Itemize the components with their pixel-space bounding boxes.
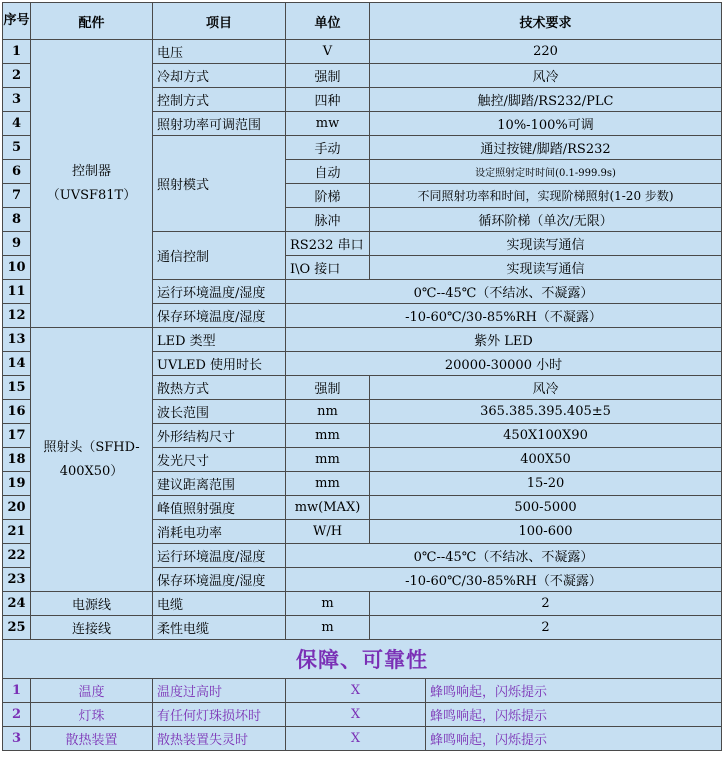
row-number: 12 (3, 304, 31, 328)
row-number: 1 (3, 40, 31, 64)
row-number: 21 (3, 520, 31, 544)
row-number: 16 (3, 400, 31, 424)
item-cell: 运行环境温度/湿度 (153, 280, 286, 304)
row-number: 24 (3, 592, 31, 616)
group-controller: 控制器（UVSF81T） (31, 40, 153, 328)
reliability-note: 蜂鸣响起，闪烁提示 (426, 703, 722, 727)
unit-cell: mw (286, 112, 370, 136)
unit-cell: 自动 (286, 160, 370, 184)
row-number: 19 (3, 472, 31, 496)
requirement-cell: 450X100X90 (370, 424, 722, 448)
item-cell: 运行环境温度/湿度 (153, 544, 286, 568)
requirement-cell: 0℃--45℃（不结冰、不凝露） (286, 544, 722, 568)
requirement-cell: 2 (370, 592, 722, 616)
reliability-row (3, 727, 722, 751)
requirement-cell: 触控/脚踏/RS232/PLC (370, 88, 722, 112)
unit-cell: 强制 (286, 64, 370, 88)
reliability-title: 保障、可靠性 (3, 640, 722, 679)
group-connect-line: 连接线 (31, 616, 153, 640)
reliability-condition: 散热装置失灵时 (153, 727, 286, 751)
requirement-cell: 风冷 (370, 64, 722, 88)
row-number: 4 (3, 112, 31, 136)
row-number: 3 (3, 88, 31, 112)
group-power-line: 电源线 (31, 592, 153, 616)
row-number: 25 (3, 616, 31, 640)
item-cell: 冷却方式 (153, 64, 286, 88)
requirement-cell: -10-60℃/30-85%RH（不凝露） (286, 304, 722, 328)
item-cell: 峰值照射强度 (153, 496, 286, 520)
unit-cell: RS232 串口 (286, 232, 370, 256)
requirement-cell: 220 (370, 40, 722, 64)
header-item: 项目 (153, 3, 286, 40)
reliability-mark: X (286, 703, 426, 727)
reliability-note: 蜂鸣响起，闪烁提示 (426, 679, 722, 703)
row-number: 7 (3, 184, 31, 208)
requirement-cell: 不同照射功率和时间，实现阶梯照射(1-20 步数) (370, 184, 722, 208)
requirement-cell: 10%-100%可调 (370, 112, 722, 136)
item-cell: 发光尺寸 (153, 448, 286, 472)
row-number: 1 (3, 679, 31, 703)
reliability-part: 散热装置 (31, 727, 153, 751)
reliability-title-row (3, 640, 722, 679)
requirement-cell: 风冷 (370, 376, 722, 400)
reliability-note: 蜂鸣响起，闪烁提示 (426, 727, 722, 751)
table-row (3, 616, 722, 640)
unit-cell: 四种 (286, 88, 370, 112)
item-cell: LED 类型 (153, 328, 286, 352)
requirement-cell: 循环阶梯（单次/无限） (370, 208, 722, 232)
header-no: 序号 (3, 3, 31, 40)
reliability-condition: 温度过高时 (153, 679, 286, 703)
unit-cell: m (286, 592, 370, 616)
unit-cell: mm (286, 472, 370, 496)
row-number: 17 (3, 424, 31, 448)
row-number: 8 (3, 208, 31, 232)
item-cell-irradiation-mode: 照射模式 (153, 136, 286, 232)
spec-table (2, 2, 722, 751)
unit-cell: 脉冲 (286, 208, 370, 232)
requirement-cell: 2 (370, 616, 722, 640)
reliability-row (3, 679, 722, 703)
item-cell: 建议距离范围 (153, 472, 286, 496)
requirement-cell: -10-60℃/30-85%RH（不凝露） (286, 568, 722, 592)
item-cell: 柔性电缆 (153, 616, 286, 640)
row-number: 2 (3, 64, 31, 88)
row-number: 20 (3, 496, 31, 520)
reliability-part: 温度 (31, 679, 153, 703)
requirement-cell: 实现读写通信 (370, 232, 722, 256)
row-number: 14 (3, 352, 31, 376)
row-number: 2 (3, 703, 31, 727)
table-header-row (3, 3, 722, 40)
row-number: 15 (3, 376, 31, 400)
requirement-cell: 通过按键/脚踏/RS232 (370, 136, 722, 160)
requirement-cell: 实现读写通信 (370, 256, 722, 280)
item-cell: 保存环境温度/湿度 (153, 568, 286, 592)
unit-cell: I\O 接口 (286, 256, 370, 280)
item-cell: 散热方式 (153, 376, 286, 400)
unit-cell: nm (286, 400, 370, 424)
row-number: 23 (3, 568, 31, 592)
reliability-part: 灯珠 (31, 703, 153, 727)
unit-cell: 强制 (286, 376, 370, 400)
item-cell: UVLED 使用时长 (153, 352, 286, 376)
unit-cell: 阶梯 (286, 184, 370, 208)
row-number: 22 (3, 544, 31, 568)
row-number: 18 (3, 448, 31, 472)
reliability-condition: 有任何灯珠损坏时 (153, 703, 286, 727)
requirement-cell: 紫外 LED (286, 328, 722, 352)
reliability-row (3, 703, 722, 727)
spec-sheet (2, 2, 722, 751)
unit-cell: V (286, 40, 370, 64)
group-irradiation-head: 照射头（SFHD-400X50） (31, 328, 153, 592)
unit-cell: mm (286, 424, 370, 448)
row-number: 10 (3, 256, 31, 280)
row-number: 3 (3, 727, 31, 751)
requirement-cell: 400X50 (370, 448, 722, 472)
requirement-cell: 365.385.395.405±5 (370, 400, 722, 424)
row-number: 6 (3, 160, 31, 184)
row-number: 11 (3, 280, 31, 304)
row-number: 5 (3, 136, 31, 160)
unit-cell: 手动 (286, 136, 370, 160)
reliability-mark: X (286, 727, 426, 751)
item-cell: 控制方式 (153, 88, 286, 112)
unit-cell: W/H (286, 520, 370, 544)
row-number: 13 (3, 328, 31, 352)
requirement-cell: 500-5000 (370, 496, 722, 520)
requirement-cell: 15-20 (370, 472, 722, 496)
row-number: 9 (3, 232, 31, 256)
requirement-cell: 设定照射定时时间(0.1-999.9s) (370, 160, 722, 184)
requirement-cell: 100-600 (370, 520, 722, 544)
requirement-cell: 0℃--45℃（不结冰、不凝露） (286, 280, 722, 304)
unit-cell: mm (286, 448, 370, 472)
item-cell: 消耗电功率 (153, 520, 286, 544)
header-requirement: 技术要求 (370, 3, 722, 40)
unit-cell: m (286, 616, 370, 640)
item-cell: 保存环境温度/湿度 (153, 304, 286, 328)
table-row (3, 40, 722, 64)
item-cell: 外形结构尺寸 (153, 424, 286, 448)
unit-cell: mw(MAX) (286, 496, 370, 520)
item-cell: 波长范围 (153, 400, 286, 424)
item-cell: 电缆 (153, 592, 286, 616)
item-cell-comm-control: 通信控制 (153, 232, 286, 280)
reliability-mark: X (286, 679, 426, 703)
header-unit: 单位 (286, 3, 370, 40)
table-row (3, 592, 722, 616)
item-cell: 照射功率可调范围 (153, 112, 286, 136)
header-part: 配件 (31, 3, 153, 40)
requirement-cell: 20000-30000 小时 (286, 352, 722, 376)
item-cell: 电压 (153, 40, 286, 64)
table-row (3, 328, 722, 352)
